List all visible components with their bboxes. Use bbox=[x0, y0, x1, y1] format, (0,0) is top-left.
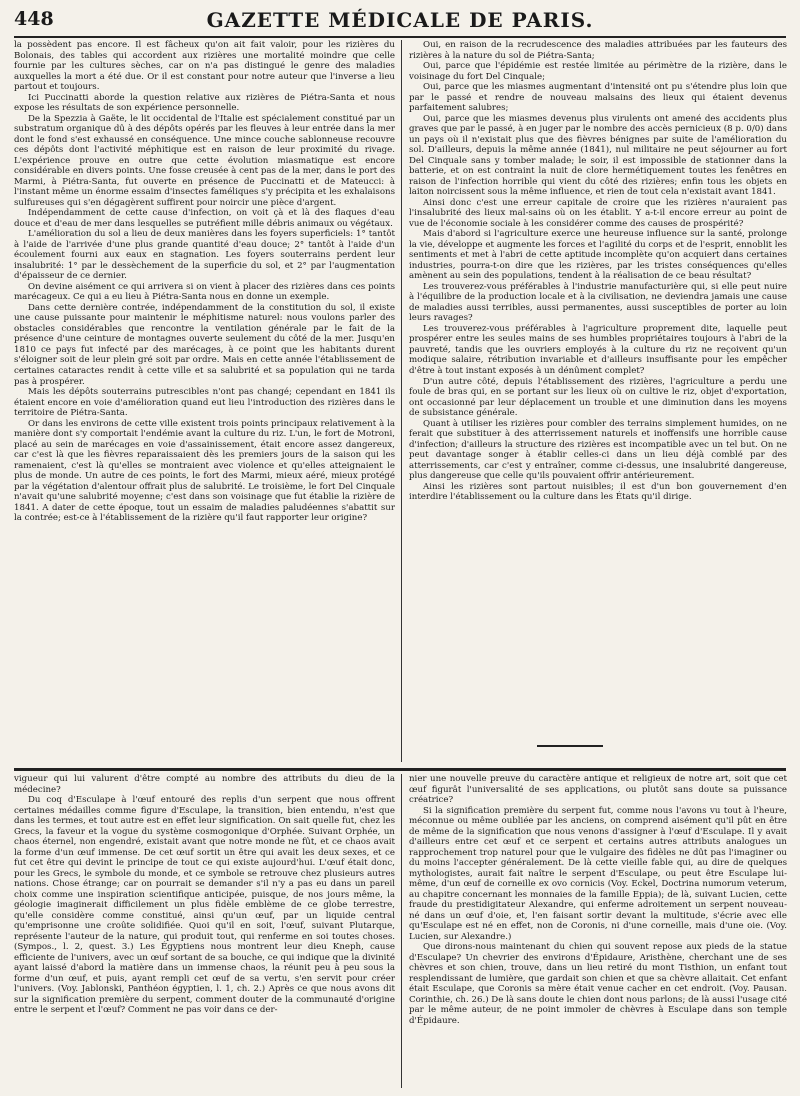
paragraph: Ainsi donc c'est une erreur capitale de croire que les rizières n'auraient pas l'insalubrité des lieux mal-sains où on les établit. Y a-t-il encore erreur au point de vue de l'économie sociale à les considérer comme des causes de prospérité? bbox=[409, 197, 787, 229]
paragraph: Oui, en raison de la recrudescence des maladies attribuées par les fauteurs des rizières à la nature du sol de Piétra-Santa; bbox=[409, 40, 787, 61]
paragraph: D'un autre côté, depuis l'établissement des rizières, l'agriculture a perdu une foule de bras qui, en se portant sur les lieux où on cultive le riz, objet d'exportation, ont occasionné par leur déplacement un trouble et une diminution dans les moyens de subsistance générale. bbox=[409, 376, 787, 419]
paragraph: Dans cette dernière contrée, indépendamment de la constitution du sol, il existe une cause puissante pour maintenir le méphitisme naturel: nous voulons parler des obstacles considérables que rencontre la ventilation générale par le fait de la présence d'une ceinture de montagnes ouverte seulement du côté de la mer. Jusqu'en 1810 ce pays fut infecté par des marécages, à ce point que les habitants durent s'éloigner soit de leur plein gré soit par ordre. Mais en cette année l'établissement de certaines cataractes rendit à cette ville et sa salubrité et sa population qui ne tarda pas à prospérer. bbox=[14, 302, 395, 387]
paragraph: Mais d'abord si l'agriculture exerce une heureuse influence sur la santé, prolonge la vie, développe et augmente les forces et l'agilité du corps et de l'esprit, ennoblit les sentiments et met à l'abri de cette aptitude incomplète qu'on acquiert dans certaines industries, pourra-t-on dire que les rizières, par les tristes conséquences qu'elles amènent au sein des populations, tendent à la réalisation de ce beau résultat? bbox=[409, 229, 787, 282]
paragraph: Les trouverez-vous préférables à l'industrie manufacturière qui, si elle peut nuire à l'équilibre de la production locale et à la civilisation, ne deviendra jamais une cause de maladies aussi terribles, aussi permanentes, aussi susceptibles de porter au loin leurs ravages? bbox=[409, 281, 787, 324]
paragraph: nier une nouvelle preuve du caractère antique et religieux de notre art, soit que cet œuf figurât l'universalité de ses applications, ou plutôt sans doute sa puissance créatrice? bbox=[409, 774, 787, 806]
paragraph: Les trouverez-vous préférables à l'agriculture proprement dite, laquelle peut prospérer entre les seules mains de ses humbles propriétaires toujours à l'abri de la pauvreté, tandis que les ouvriers employés à la culture du riz ne reçoivent qu'un modique salaire, rétribution invariable et d'ailleurs insuffisante pour les empêcher d'être à tout instant exposés à un dénûment complet? bbox=[409, 323, 787, 376]
feuilleton-left-column bbox=[14, 774, 395, 1088]
column-divider bbox=[401, 774, 402, 1088]
page-header bbox=[14, 8, 786, 34]
page-number: 448 bbox=[14, 8, 54, 30]
paragraph: la possèdent pas encore. Il est fâcheux qu'on ait fait valoir, pour les rizières du Bolonais, des tables qui accordent aux rizières une mortalité moindre que celle fournie par les cultures sèches, car on n'a pas distingué le genre des maladies auxquelles la mort a été due. Or il est constant pour notre auteur que l'inverse a lieu partout et toujours. bbox=[14, 40, 395, 93]
header-rule bbox=[14, 36, 786, 38]
paragraph: De la Spezzia à Gaëte, le lit occidental de l'Italie est spécialement constitué par un substratum organique dû à des dépôts opérés par les fleuves à leur entrée dans la mer dont le fond s'est exhaussé en conséquence. Une mince couche sablonneuse recouvre ces dépôts dont l'activité méphitique est en raison de leur proximité du rivage. L'expérience prouve en outre que cette évolution miasmatique est encore considérable en divers points. Une fosse creusée à cent pas de la mer, dans le port des Marmi, à Piétra-Santa, fut ouverte en présence de Puccinatti et de Mateucci: à l'instant même un énorme essaim d'insectes faméliques s'y précipita et les exhalaisons sulfureuses qui s'en dégagèrent suffirent pour noircir une pièce d'argent. bbox=[14, 113, 395, 208]
page-title: GAZETTE MÉDICALE DE PARIS. bbox=[206, 8, 594, 32]
paragraph: Quant à utiliser les rizières pour combler des terrains simplement humides, on ne ferait que substituer à des atterrissement naturels et inoffensifs une horrible cause d'infection; d'ailleurs la structure des rizières est incompatible avec un tel but. On ne peut davantage songer à établir celles-ci dans un lieu déjà comblé par des atterrissements, car c'est y entraîner, comme ci-dessus, une insalubrité dangereuse, plus dangereuse que celle qu'ils pouvaient offrir antérieurement. bbox=[409, 418, 787, 482]
paragraph: vigueur qui lui valurent d'être compté au nombre des attributs du dieu de la médecine? bbox=[14, 774, 395, 795]
article-end-rule bbox=[537, 745, 603, 747]
article-top-right-column bbox=[409, 40, 787, 730]
paragraph: Du coq d'Esculape à l'œuf entouré des replis d'un serpent que nous offrent certaines médailles comme figure d'Esculape, la transition, bien entendu, n'est que dans les termes, et tout autre est en effet leur signification. On sait quelle fut, chez les Grecs, la faveur et la vogue du système cosmogonique d'Orphée. Suivant Orphée, un chaos éternel, non engendré, existait avant que notre monde ne fût, et ce chaos avait la forme d'un œuf immense. De cet œuf sortit un être qui avait les deux sexes, et ce fut cet être qui devint le principe de tout ce qui existe aujourd'hui. L'œuf était donc, pour les Grecs, le symbole du monde, et ce symbole se retrouve chez plusieurs autres nations. Chose étrange; car on pourrait se demander s'il n'y a pas eu dans un pareil choix comme une inspiration scientifique anticipée, puisque, de nos jours même, la géologie imaginerait difficilement un plus fidèle emblème de ce globe terrestre, qu'elle considère comme constitué, ainsi qu'un œuf, par un liquide central qu'emprisonne une croûte solidifiée. Quoi qu'il en soit, l'œuf, suivant Plutarque, représente l'auteur de la nature, qui produit tout, qui renferme en soi toutes choses. (Sympos., l. 2, quest. 3.) Les Égyptiens nous montrent leur dieu Kneph, cause efficiente de l'univers, avec un œuf sortant de sa bouche, ce qui indique que la divinité ayant laissé d'abord la matière dans un immense chaos, la réunit peu à peu sous la forme d'un œuf, et puis, ayant rempli cet œuf de sa vertu, s'en servit pour créer l'univers. (Voy. Jablonski, Panthéon égyptien, l. 1, ch. 2.) Après ce que nous avons dit sur la signification première du serpent, comment douter de la communauté d'origine entre le serpent et l'œuf? Comment ne pas voir dans ce der- bbox=[14, 795, 395, 1016]
paragraph: Ici Puccinatti aborde la question relative aux rizières de Piétra-Santa et nous expose les résultats de son expérience personnelle. bbox=[14, 92, 395, 114]
paragraph: Indépendamment de cette cause d'infection, on voit çà et là des flaques d'eau douce et d'eau de mer dans lesquelles se putréfient mille débris animaux ou végétaux. bbox=[14, 208, 395, 229]
paragraph: Oui, parce que l'épidémie est restée limitée au périmètre de la rizière, dans le voisinage du fort Del Cinquale; bbox=[409, 61, 787, 82]
feuilleton-right-column bbox=[409, 774, 787, 1088]
paragraph: Que dirons-nous maintenant du chien qui souvent repose aux pieds de la statue d'Esculape? Un chevrier des environs d'Épidaure, Aristhène, cherchant une de ses chèvres et son chien, trouve, dans un lieu retiré du mont Tisthion, un enfant tout resplendissant de lumière, que gardait son chien et que sa chèvre allaitait. Cet enfant était Esculape, que Coronis sa mère était venue cacher en cet endroit. (Voy. Pausan. Corinthie, ch. 26.) De là sans doute le chien dont nous parlons; de là aussi l'usage cité par le même auteur, de ne point immoler de chèvres à Esculape dans son temple d'Épidaure. bbox=[409, 942, 787, 1026]
paragraph: L'amélioration du sol a lieu de deux manières dans les foyers superficiels: 1° tantôt à l'aide de l'arrivée d'une plus grande quantité d'eau douce; 2° tantôt à l'aide d'un écoulement fourni aux eaux en stagnation. Les foyers souterrains perdent leur insalubrité: 1° par le dessèchement de la superficie du sol, et 2° par l'augmentation d'épaisseur de ce dernier. bbox=[14, 229, 395, 282]
paragraph: Oui, parce que les miasmes devenus plus virulents ont amené des accidents plus graves que par le passé, à en juger par le nombre des accès pernicieux (8 p. 0/0) dans un pays où il n'existait plus que des fièvres bénignes par suite de l'amélioration du sol. D'ailleurs, depuis la même année (1841), nul militaire ne peut séjourner au fort Del Cinquale sans y tomber malade; le soir, il est impossible de stationner dans la batterie, et on est contraint la nuit de clore hermétiquement toutes les fenêtres en raison de l'infection horrible qui vient du côté des rizières; enfin tous les objets en laiton noircissent sous la même influence, et rien de tout cela n'existait avant 1841. bbox=[409, 113, 787, 198]
paragraph: Oui, parce que les miasmes augmentant d'intensité ont pu s'étendre plus loin que par le passé et rendre de nouveau malsains des lieux qui étaient devenus parfaitement salubres; bbox=[409, 82, 787, 114]
article-top-left-column bbox=[14, 40, 395, 760]
paragraph: Si la signification première du serpent fut, comme nous l'avons vu tout à l'heure, méconnue ou même oubliée par les anciens, on comprend aisément qu'il pût en être de même de la signification que nous venons d'assigner à l'œuf d'Esculape. Il y avait d'ailleurs entre cet œuf et ce serpent et certains autres attributs analogues un rapprochement trop naturel pour que le vulgaire des fidèles ne dût pas l'imaginer ou du moins l'accepter généralement. De là cette vieille fable qui, au dire de quelques mythologistes, aurait fait naître le serpent d'Esculape, ou peut être Esculape lui-même, d'un œuf de corneille ex ovo cornicis (Voy. Eckel, Doctrina numorum veterum, au chapitre concernant les monnaies de la famille Eppia); de là, suivant Lucien, cette fraude du prestidigitateur Alexandre, qui enferme adroitement un serpent nouveau-né dans un œuf d'oie, et, l'en faisant sortir devant la multitude, s'écrie avec elle qu'Esculape est né en effet, non de Coronis, ni d'une corneille, mais d'une oie. (Voy. Lucien, sur Alexandre.) bbox=[409, 805, 787, 942]
feuilleton-rule bbox=[14, 768, 786, 771]
column-divider bbox=[401, 40, 402, 762]
paragraph: Ainsi les rizières sont partout nuisibles; il est d'un bon gouvernement d'en interdire l'établissement ou la culture dans les États qu'il dirige. bbox=[409, 481, 787, 503]
paragraph: Or dans les environs de cette ville existent trois points principaux relativement à la manière dont s'y comportait l'endémie avant la culture du riz. L'un, le fort de Motroni, placé au sein de marécages en voie d'assainissement, était encore assez dangereux, car c'est là que les fièvres reparaissaient dès les premiers jours de la saison qui les ramenaient, c'est là qu'elles se montraient avec violence et qu'elles atteignaient le plus de monde. Un autre de ces points, le fort des Marmi, mieux aéré, mieux protégé par la végétation d'alentour offrait plus de salubrité. Le troisième, le fort Del Cinquale n'avait qu'une salubrité moyenne; c'est dans son voisinage que fut établie la rizière de 1841. A dater de cette époque, tout un essaim de maladies paludéennes s'abattit sur la contrée; est-ce à l'établissement de la rizière qu'il faut rapporter leur origine? bbox=[14, 418, 395, 524]
paragraph: On devine aisément ce qui arrivera si on vient à placer des rizières dans ces points marécageux. Ce qui a eu lieu à Piétra-Santa nous en donne un exemple. bbox=[14, 281, 395, 303]
paragraph: Mais les dépôts souterrains putrescibles n'ont pas changé; cependant en 1841 ils étaient encore en voie d'amélioration quand eut lieu l'introduction des rizières dans le territoire de Piétra-Santa. bbox=[14, 387, 395, 419]
